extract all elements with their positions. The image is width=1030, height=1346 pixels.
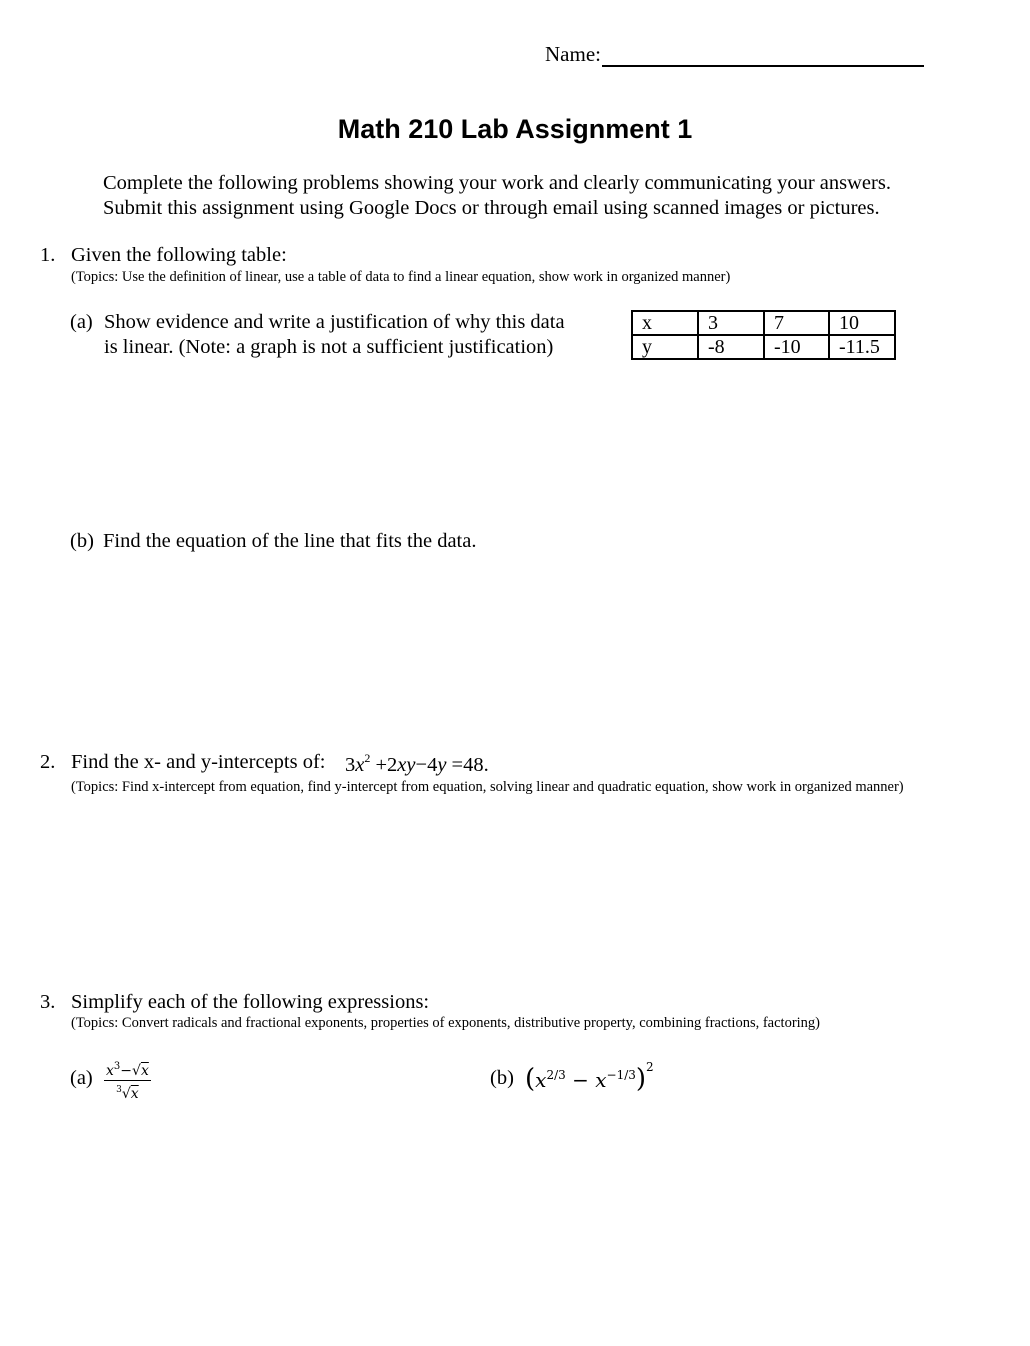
name-blank-line[interactable] xyxy=(602,45,924,67)
eq-exponent: 2 xyxy=(364,751,371,765)
q1-text: Given the following table: xyxy=(71,244,287,266)
q2-number: 2. xyxy=(40,751,56,773)
q3a-label: (a) xyxy=(70,1067,93,1089)
q3-number: 3. xyxy=(40,991,56,1013)
intro-line-1: Complete the following problems showing your work and clearly communicating your answers. xyxy=(103,172,891,194)
q1a-line-2: is linear. (Note: a graph is not a sufficient justification) xyxy=(104,336,554,358)
q3b-label: (b) xyxy=(490,1067,514,1089)
q1a-label: (a) xyxy=(70,311,93,333)
eq-rhs: 48 xyxy=(463,754,484,776)
q1-topics: (Topics: Use the definition of linear, use a table of data to find a linear equation, show work in organized manner) xyxy=(71,269,731,285)
q1b-text: Find the equation of the line that fits the data. xyxy=(103,530,477,552)
q1b-label: (b) xyxy=(70,530,94,552)
eq-var-2: xy xyxy=(397,754,416,776)
eq-coef-3: 4 xyxy=(427,754,438,776)
table-row xyxy=(632,311,895,335)
q3-text: Simplify each of the following expressions: xyxy=(71,991,430,1013)
table-cell: -11.5 xyxy=(829,335,895,359)
q2-topics: (Topics: Find x-intercept from equation, find y-intercept from equation, solving linear and quadratic equation, show work in organized manner) xyxy=(71,779,904,795)
intro-line-2: Submit this assignment using Google Docs or through email using scanned images or pictures. xyxy=(103,197,880,219)
table-cell: 7 xyxy=(764,311,829,335)
name-label: Name: xyxy=(545,42,601,66)
eq-minus: − xyxy=(415,754,428,776)
table-cell: 3 xyxy=(698,311,764,335)
fraction-numerator: $x^3-√x$ xyxy=(104,1058,151,1081)
table-cell: 10 xyxy=(829,311,895,335)
fraction-denominator: $^3$√x xyxy=(116,1085,139,1102)
table-row xyxy=(632,335,895,359)
q2-text: Find the x- and y-intercepts of: xyxy=(71,751,326,773)
q3a-expression xyxy=(104,1058,151,1103)
q1a-line-1: Show evidence and write a justification of why this data xyxy=(104,311,565,333)
q2-equation xyxy=(345,751,489,777)
eq-plus: + xyxy=(375,754,388,776)
q3-topics: (Topics: Convert radicals and fractional exponents, properties of exponents, distributive property, combining fractions, factoring) xyxy=(71,1015,821,1031)
eq-var-3: y xyxy=(437,754,447,776)
data-table xyxy=(631,310,896,360)
fraction xyxy=(104,1058,151,1103)
q3b-expression: $(x^{2/3} - x^{-1/3})^2$ xyxy=(525,1060,654,1094)
eq-equals: = xyxy=(451,754,464,776)
table-cell: -8 xyxy=(698,335,764,359)
eq-coef-1: 3 xyxy=(345,754,356,776)
table-cell: -10 xyxy=(764,335,829,359)
eq-coef-2: 2 xyxy=(387,754,398,776)
page-title: Math 210 Lab Assignment 1 xyxy=(337,114,693,144)
table-cell: y xyxy=(632,335,698,359)
q1-number: 1. xyxy=(40,244,56,266)
eq-period: . xyxy=(483,754,489,776)
eq-var-1: x xyxy=(355,754,365,776)
name-field[interactable] xyxy=(545,42,924,67)
table-cell: x xyxy=(632,311,698,335)
